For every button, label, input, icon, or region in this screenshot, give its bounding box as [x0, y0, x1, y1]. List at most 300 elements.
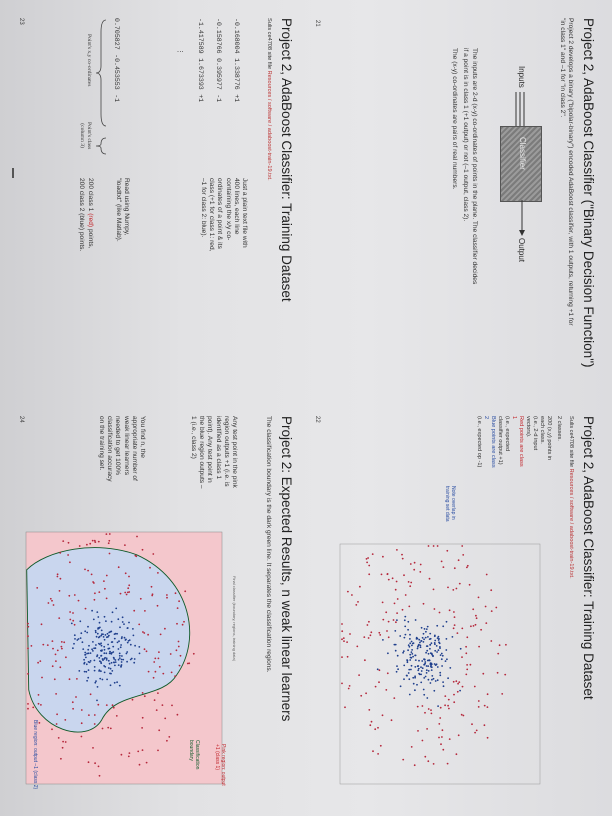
class-2-point [130, 659, 132, 661]
class-1-point [364, 659, 366, 661]
class-1-point [38, 694, 40, 696]
class-2-point [84, 652, 86, 654]
class-1-point [60, 758, 62, 760]
slide-2-source [567, 416, 574, 808]
final-plot [14, 522, 238, 794]
class-1-point [465, 652, 467, 654]
note-line: (i.e., expected op -1) [476, 416, 482, 468]
class-1-point [402, 558, 404, 560]
class-2-point [418, 644, 420, 646]
class-1-point [65, 741, 67, 743]
class-2-point [89, 662, 91, 664]
class-1-point [478, 706, 480, 708]
class-1-point [61, 646, 63, 648]
class-2-point [414, 666, 416, 668]
class-1-point [153, 677, 155, 679]
class-2-point [452, 636, 454, 638]
class-2-point [407, 621, 409, 623]
class-2-point [435, 680, 437, 682]
class-2-point [86, 632, 88, 634]
class-2-point [382, 639, 384, 641]
class-1-point [133, 610, 135, 612]
class-2-point [83, 659, 85, 661]
class-2-point [94, 660, 96, 662]
class-1-point [108, 540, 110, 542]
class-1-point [124, 544, 126, 546]
class-2-point [416, 637, 418, 639]
class-2-point [421, 627, 423, 629]
class-1-point [27, 635, 29, 637]
class-2-point [459, 690, 461, 692]
slide-2-page-number: 22 [314, 416, 320, 423]
class-2-point [87, 626, 89, 628]
class-1-point [47, 644, 49, 646]
output-arrow [512, 200, 532, 240]
class-1-point [462, 554, 464, 556]
class-1-point [372, 750, 374, 752]
class-1-point [61, 641, 63, 643]
class-2-point [436, 625, 438, 627]
class-2-point [446, 638, 448, 640]
class-2-point [438, 636, 440, 638]
class-1-point [176, 623, 178, 625]
class-1-point [382, 619, 384, 621]
class-1-point [157, 692, 159, 694]
class-2-point [113, 658, 115, 660]
class-1-point [72, 620, 74, 622]
class-2-point [425, 637, 427, 639]
class-1-point [99, 775, 101, 777]
class-1-point [396, 549, 398, 551]
class-1-point [51, 728, 53, 730]
class-2-point [84, 630, 86, 632]
class-1-point [56, 713, 58, 715]
class-2-point [408, 672, 410, 674]
class-2-point [427, 645, 429, 647]
class-1-point [469, 584, 471, 586]
class-1-point [368, 709, 370, 711]
class-1-point [155, 671, 157, 673]
class-1-point [458, 734, 460, 736]
class-1-point [148, 671, 150, 673]
class-1-point [461, 628, 463, 630]
class-1-point [72, 701, 74, 703]
class-2-point [111, 641, 113, 643]
class-1-point [402, 609, 404, 611]
slide-3-class-count-2: 200 class 2 (blue) points. [78, 178, 85, 252]
class-2-point [95, 632, 97, 634]
class-2-point [115, 661, 117, 663]
class-1-point [480, 629, 482, 631]
class-1-point [85, 608, 87, 610]
class-1-point [462, 686, 464, 688]
class-1-point [408, 606, 410, 608]
class-1-point [38, 703, 40, 705]
brace-right-label: Point's class (column 3) [79, 122, 92, 150]
class-2-point [101, 649, 103, 651]
slide-3-class-count-1: 200 class 1 (red) points, [87, 178, 94, 249]
class-2-point [428, 660, 430, 662]
class-2-point [90, 660, 92, 662]
class-2-point [104, 649, 106, 651]
class-2-point [431, 663, 433, 665]
class-2-point [107, 644, 109, 646]
class-1-point [51, 600, 53, 602]
class-2-point [121, 659, 123, 661]
class-2-point [97, 654, 99, 656]
class-1-point [55, 654, 57, 656]
class-1-point [366, 558, 368, 560]
class-1-point [422, 705, 424, 707]
class-2-point [421, 670, 423, 672]
class-1-point [177, 607, 179, 609]
class-2-point [116, 681, 118, 683]
class-2-point [430, 682, 432, 684]
class-1-point [396, 581, 398, 583]
class-1-point [56, 723, 58, 725]
class-1-point [453, 701, 455, 703]
class-1-point [31, 645, 33, 647]
slide-3-title: Project 2, AdaBoost Classifier: Training Dataset [279, 18, 294, 302]
class-2-point [397, 655, 399, 657]
class-1-point [403, 574, 405, 576]
class-2-point [427, 665, 429, 667]
class-1-point [94, 714, 96, 716]
source-prefix: Sulis ce4708 site file [266, 18, 272, 69]
class-1-point [428, 545, 430, 547]
class-1-point [69, 561, 71, 563]
class-1-point [405, 594, 407, 596]
class-1-point [359, 586, 361, 588]
class-2-point [426, 697, 428, 699]
class-2-point [396, 671, 398, 673]
class-2-point [403, 678, 405, 680]
class-2-point [411, 649, 413, 651]
class-1-point [118, 566, 120, 568]
slide-1 [310, 18, 596, 410]
class-2-point [436, 651, 438, 653]
class-1-point [458, 681, 460, 683]
class-1-point [401, 554, 403, 556]
class-1-point [152, 553, 154, 555]
class-1-point [39, 660, 41, 662]
class-2-point [103, 636, 105, 638]
class-2-point [110, 668, 112, 670]
class-1-point [174, 675, 176, 677]
class-1-point [457, 683, 459, 685]
class-2-point [405, 634, 407, 636]
slide-4-subtitle: The classification boundary is the dark green line. It separates the classification regions. [265, 416, 272, 673]
class-2-point [108, 667, 110, 669]
class-1-point [341, 656, 343, 658]
class-2-point [109, 651, 111, 653]
class-1-point [187, 663, 189, 665]
class-2-point [409, 694, 411, 696]
class-2-point [119, 626, 121, 628]
class-1-point [455, 680, 457, 682]
class-1-point [369, 724, 371, 726]
class-1-point [78, 600, 80, 602]
class-1-point [375, 686, 377, 688]
class-2-point [420, 682, 422, 684]
class-2-point [427, 626, 429, 628]
class-1-point [439, 612, 441, 614]
class-1-point [106, 533, 108, 535]
slide-1-page-number: 21 [314, 20, 320, 27]
class-2-point [426, 672, 428, 674]
class-2-point [404, 619, 406, 621]
class-2-point [410, 657, 412, 659]
class-2-point [85, 671, 87, 673]
class-1-point [158, 658, 160, 660]
class-2-point [426, 628, 428, 630]
class-2-point [106, 659, 108, 661]
class-2-point [400, 685, 402, 687]
class-2-point [420, 646, 422, 648]
class-2-point [82, 641, 84, 643]
class-2-point [410, 669, 412, 671]
class-1-point [154, 699, 156, 701]
class-2-point [409, 654, 411, 656]
class-1-point [370, 631, 372, 633]
slide-2 [310, 416, 596, 808]
class-2-point [407, 629, 409, 631]
class-1-point [343, 640, 345, 642]
class-1-point [439, 717, 441, 719]
class-1-point [170, 653, 172, 655]
class-2-point [109, 673, 111, 675]
class-1-point [424, 712, 426, 714]
class-1-point [182, 624, 184, 626]
class-2-point [408, 678, 410, 680]
class-2-point [106, 657, 108, 659]
class-1-point [387, 672, 389, 674]
class-2-point [88, 669, 90, 671]
class-2-point [437, 666, 439, 668]
class-1-point [27, 708, 29, 710]
class-1-point [382, 602, 384, 604]
class-2-point [117, 618, 119, 620]
class-1-point [346, 641, 348, 643]
class-1-point [110, 728, 112, 730]
class-1-point [459, 583, 461, 585]
class-1-point [157, 750, 159, 752]
class-2-point [110, 684, 112, 686]
class-2-point [411, 653, 413, 655]
slide-4-pink-text: Any test point in the pink region outputs +1 (i.e. is identified as a class 1 point). Any test point in the blue region outputs –1 (i.e., class 2) [189, 416, 238, 489]
class-2-point [121, 636, 123, 638]
class-1-point [446, 550, 448, 552]
class-2-point [118, 664, 120, 666]
class-1-point [74, 594, 76, 596]
class-1-point [157, 572, 159, 574]
note-line: (i.e., 2-d input vectors). [525, 416, 538, 451]
overlap-note: Note overlap in training set data [444, 486, 456, 522]
class-2-point [409, 659, 411, 661]
classifier-diagram [486, 18, 548, 410]
class-2-point [446, 658, 448, 660]
class-1-point [57, 573, 59, 575]
class-1-point [40, 704, 42, 706]
class-2-point [431, 679, 433, 681]
class-1-point [378, 681, 380, 683]
class-2-point [414, 689, 416, 691]
class-1-point [381, 574, 383, 576]
class-1-point [476, 617, 478, 619]
class-1-point [125, 572, 127, 574]
class-2-point [438, 649, 440, 651]
class-1-point [454, 624, 456, 626]
class-1-point [472, 608, 474, 610]
class-2-point [397, 668, 399, 670]
class-1-point [382, 556, 384, 558]
class-2-point [439, 672, 441, 674]
class-2-point [123, 623, 125, 625]
class-1-point [164, 718, 166, 720]
class-1-point [109, 533, 111, 535]
class-2-point [423, 638, 425, 640]
class-2-point [87, 677, 89, 679]
class-2-point [423, 633, 425, 635]
class-1-point [81, 709, 83, 711]
class-1-point [380, 745, 382, 747]
class-1-point [153, 661, 155, 663]
class-2-point [442, 655, 444, 657]
class-2-point [99, 627, 101, 629]
class-2-point [447, 677, 449, 679]
class-1-point [142, 549, 144, 551]
class-1-point [107, 727, 109, 729]
class-1-point [166, 740, 168, 742]
class-1-point [444, 695, 446, 697]
class-1-point [396, 612, 398, 614]
class-1-point [385, 689, 387, 691]
class-2-point [94, 666, 96, 668]
class-1-point [419, 571, 421, 573]
class-1-point [470, 664, 472, 666]
class-2-point [396, 619, 398, 621]
class-1-point [453, 694, 455, 696]
class-2-point [113, 661, 115, 663]
slide-4-n-text: You find n, the appropriate number of weak linear learners needed to get 100% classification accuracy on the training set. [97, 416, 146, 482]
class-1-point [88, 714, 90, 716]
class-2-point [429, 644, 431, 646]
class-1-point [86, 544, 88, 546]
class-1-point [484, 724, 486, 726]
class-1-point [470, 625, 472, 627]
class-2-point [422, 667, 424, 669]
class-1-point [94, 540, 96, 542]
slide-1-inputs-text: The inputs are 2-d (x-y) co-ordinates of points in the plane. The classifier decides if a point is in class 1 (+1 output) or not (–1 output, class 2). [462, 48, 478, 285]
class-1-point [164, 628, 166, 630]
class-2-point [441, 653, 443, 655]
class-1-point [178, 646, 180, 648]
class-2-point [445, 649, 447, 651]
class-2-point [100, 670, 102, 672]
class-2-point [433, 678, 435, 680]
class-2-point [423, 694, 425, 696]
class-1-point [72, 708, 74, 710]
class-1-point [69, 678, 71, 680]
class-1-point [391, 719, 393, 721]
class-1-point [64, 719, 66, 721]
class-2-point [95, 680, 97, 682]
class-2-point [437, 679, 439, 681]
class-1-point [504, 674, 506, 676]
class-1-point [58, 617, 60, 619]
class-2-point [110, 631, 112, 633]
class-1-point [466, 664, 468, 666]
class-1-point [59, 552, 61, 554]
class-2-point [71, 623, 73, 625]
class-1-point [476, 730, 478, 732]
class-2-point [85, 654, 87, 656]
class-1-point [465, 646, 467, 648]
class-1-point [158, 651, 160, 653]
class-2-point [411, 651, 413, 653]
class-1-point [162, 704, 164, 706]
class-1-point [67, 554, 69, 556]
class-2-point [85, 657, 87, 659]
class-1-point [128, 584, 130, 586]
class-1-point [94, 592, 96, 594]
class-1-point [27, 626, 29, 628]
class-1-point [437, 545, 439, 547]
class-1-point [440, 707, 442, 709]
class-2-point [443, 685, 445, 687]
class-2-point [127, 642, 129, 644]
inputs-label: Inputs [516, 66, 526, 88]
class-2-point [96, 636, 98, 638]
class-1-point [395, 589, 397, 591]
class-1-point [97, 704, 99, 706]
class-1-point [106, 575, 108, 577]
slide-1-title: Project 2, AdaBoost Classifier ("Binary Decision Function") [581, 18, 596, 368]
class-1-point [457, 691, 459, 693]
class-2-point [431, 669, 433, 671]
data-row: -1.417589 1.673393 +1 [197, 18, 204, 103]
slide-separator [12, 168, 14, 178]
class-2-point [441, 665, 443, 667]
boundary-label: Classification boundary [188, 740, 200, 770]
class-1-point [434, 608, 436, 610]
class-1-point [104, 588, 106, 590]
source-link[interactable]: Resources / software / adaboost-train-19.txt. [568, 468, 574, 579]
class-2-point [128, 622, 130, 624]
class-2-point [442, 681, 444, 683]
class-2-point [94, 670, 96, 672]
source-link[interactable]: Resources / software / adaboost-train-19.txt. [266, 70, 272, 181]
class-2-point [449, 667, 451, 669]
slide-3-page-number: 23 [18, 18, 24, 25]
class-2-point [411, 665, 413, 667]
class-1-point [116, 715, 118, 717]
class-1-point [55, 660, 57, 662]
class-2-point [132, 628, 134, 630]
class-2-point [121, 655, 123, 657]
class-2-point [420, 674, 422, 676]
class-1-point [144, 648, 146, 650]
class-2-point [95, 644, 97, 646]
class-1-point [162, 673, 164, 675]
class-1-point [79, 545, 81, 547]
class-1-point [156, 709, 158, 711]
class-2-point [122, 616, 124, 618]
class-1-point [138, 624, 140, 626]
class-1-point [388, 621, 390, 623]
ellipsis-dots: ⋮ [176, 48, 183, 55]
class-1-point [180, 655, 182, 657]
